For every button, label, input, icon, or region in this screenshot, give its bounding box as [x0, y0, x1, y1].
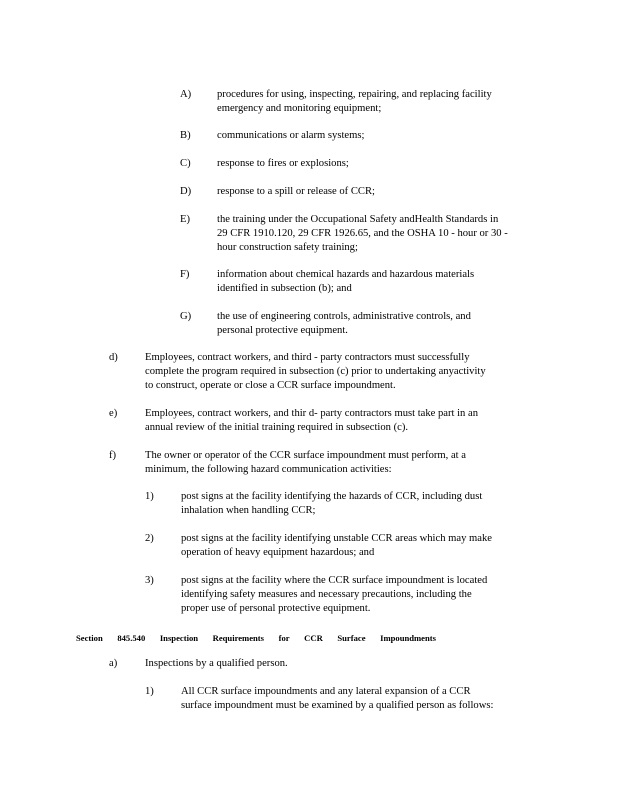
item-label: C): [180, 158, 191, 169]
item-line: All CCR surface impoundments and any lateral expansion of a CCR: [181, 686, 471, 697]
item-text: [181, 685, 531, 713]
item-text: [217, 129, 525, 143]
item-label: a): [109, 658, 118, 669]
item-line: complete the program required in subsection (c) prior to undertaking anyactivity: [145, 366, 486, 377]
item-label: D): [180, 186, 192, 197]
item-line: inhalation when handling CCR;: [181, 505, 316, 516]
item-line: response to a spill or release of CCR;: [217, 186, 375, 197]
item-line: procedures for using, inspecting, repairing, and replacing facility: [217, 89, 492, 100]
item-line: identified in subsection (b); and: [217, 283, 352, 294]
item-label: F): [180, 269, 190, 280]
item-label: f): [109, 450, 117, 461]
item-line: The owner or operator of the CCR surface impoundment must perform, at a: [145, 450, 466, 461]
item-line: operation of heavy equipment hazardous; and: [181, 547, 375, 558]
item-label: e): [109, 408, 118, 419]
item-line: emergency and monitoring equipment;: [217, 103, 382, 114]
item-text: [145, 351, 527, 393]
item-text: [217, 213, 539, 255]
item-line: 29 CFR 1910.120, 29 CFR 1926.65, and the OSHA 10 - hour or 30 -: [217, 228, 508, 239]
item-text: [181, 490, 519, 518]
item-line: Inspections by a qualified person.: [145, 658, 288, 669]
item-text: [145, 657, 445, 671]
item-text: [181, 532, 531, 560]
item-line: proper use of personal protective equipment.: [181, 603, 371, 614]
item-line: information about chemical hazards and hazardous materials: [217, 269, 475, 280]
item-text: [217, 88, 525, 116]
item-line: Employees, contract workers, and third - party contractors must successfully: [145, 352, 470, 363]
section-word: Impoundments: [380, 633, 436, 643]
item-line: communications or alarm systems;: [217, 130, 365, 141]
item-line: response to fires or explosions;: [217, 158, 349, 169]
item-line: hour construction safety training;: [217, 242, 358, 253]
item-text: [217, 157, 525, 171]
section-word: Requirements: [212, 633, 265, 643]
section-word: CCR: [304, 633, 323, 643]
item-line: post signs at the facility identifying the hazards of CCR, including dust: [181, 491, 483, 502]
item-text: [145, 449, 511, 477]
item-line: personal protective equipment.: [217, 325, 348, 336]
item-text: [217, 185, 525, 199]
item-line: surface impoundment must be examined by a qualified person as follows:: [181, 700, 494, 711]
item-label: 1): [145, 491, 154, 502]
section-word: Section: [76, 633, 103, 643]
item-label: G): [180, 311, 192, 322]
item-line: to construct, operate or close a CCR surface impoundment.: [145, 380, 396, 391]
item-label: 2): [145, 533, 154, 544]
item-line: the training under the Occupational Safety andHealth Standards in: [217, 214, 499, 225]
item-line: minimum, the following hazard communication activities:: [145, 464, 392, 475]
item-line: the use of engineering controls, administrative controls, and: [217, 311, 471, 322]
item-line: post signs at the facility where the CCR surface impoundment is located: [181, 575, 488, 586]
item-label: 3): [145, 575, 154, 586]
section-word: for: [278, 633, 290, 643]
item-text: [145, 407, 517, 435]
section-heading: [76, 631, 436, 645]
item-label: d): [109, 352, 118, 363]
item-text: [181, 574, 511, 616]
section-word: 845.540: [117, 633, 146, 643]
item-line: Employees, contract workers, and thir d- party contractors must take part in an: [145, 408, 479, 419]
item-line: post signs at the facility identifying unstable CCR areas which may make: [181, 533, 492, 544]
section-word: Inspection: [159, 633, 199, 643]
item-label: B): [180, 130, 191, 141]
item-label: E): [180, 214, 190, 225]
item-text: [217, 268, 517, 296]
section-word: Surface: [337, 633, 366, 643]
item-line: annual review of the initial training required in subsection (c).: [145, 422, 408, 433]
item-label: A): [180, 89, 192, 100]
item-label: 1): [145, 686, 154, 697]
item-line: identifying safety measures and necessary precautions, including the: [181, 589, 472, 600]
item-text: [217, 310, 517, 338]
